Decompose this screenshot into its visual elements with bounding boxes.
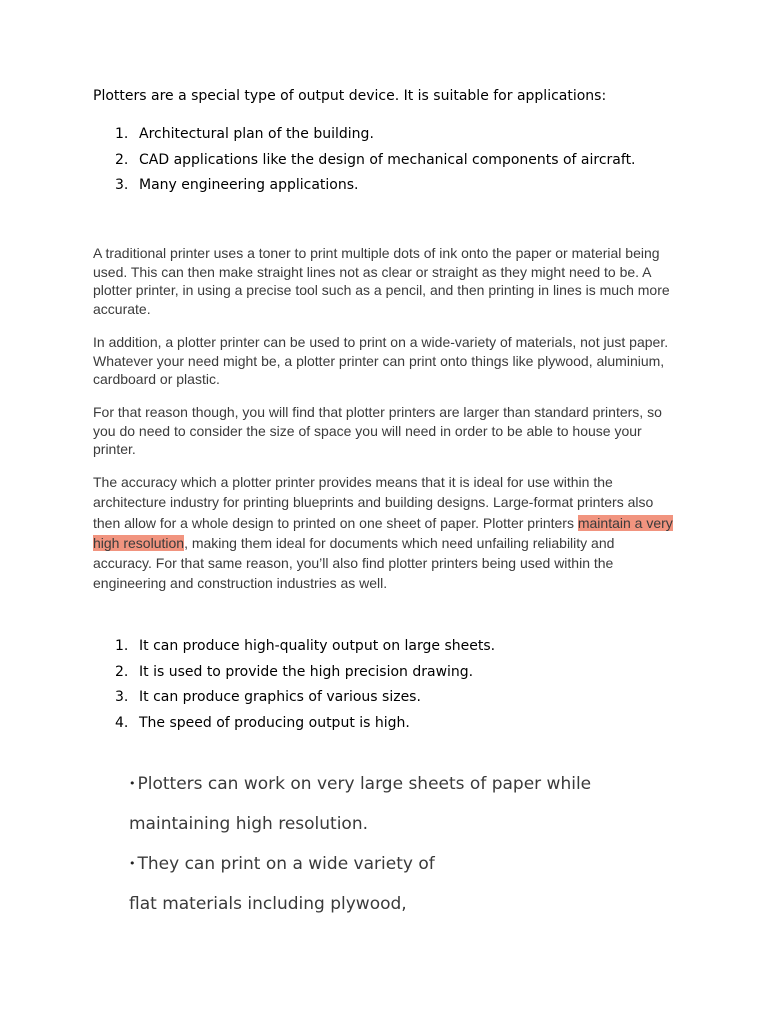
paragraph-text: The accuracy which a plotter printer provides means that it is ideal for use within the architecture industry for printing blueprints and building designs. Large-format printers also then allow for a whole design to printed on one sheet of paper. Plotter printers <box>93 474 654 531</box>
paragraph-traditional-printer: A traditional printer uses a toner to print multiple dots of ink onto the paper or material being used. This can then make straight lines not as clear or straight as they might need to be. A plotter printer, in using a precise tool such as a pencil, and then printing in lines is much more accurate. <box>93 245 670 318</box>
paragraph-materials: In addition, a plotter printer can be used to print on a wide-variety of materials, not just paper. Whatever your need might be, a plotter printer can print onto things like plywood, aluminium, cardboard or plastic. <box>93 334 669 388</box>
bullet-text: Plotters can work on very large sheets of paper while <box>137 774 592 794</box>
list-text: It is used to provide the high precision drawing. <box>139 663 474 680</box>
list-number: 3. <box>115 689 129 706</box>
bullet-line <box>129 773 591 813</box>
list-number: 1. <box>115 126 129 142</box>
list-text: Architectural plan of the building. <box>139 126 374 142</box>
paragraph-accuracy <box>93 472 673 594</box>
bullet-notes <box>129 773 591 933</box>
highlighted-text: maintain a very high resolution <box>93 514 673 551</box>
list-text: It can produce graphics of various sizes. <box>139 689 421 706</box>
intro-sentence: Plotters are a special type of output device. It is suitable for applications: <box>93 88 607 104</box>
bullet-line <box>129 893 591 933</box>
bullet-text: flat materials including plywood, <box>129 894 407 914</box>
paragraph-text: , making them ideal for documents which need unfailing reliability and accuracy. For that same reason, you’ll also find plotter printers being used within the engineering and construction industries as well. <box>93 534 615 592</box>
list-number: 2. <box>115 151 129 168</box>
paragraph-size: For that reason though, you will find that plotter printers are larger than standard printers, so you do need to consider the size of space you will need in order to be able to house your printer. <box>93 404 662 458</box>
list-number: 1. <box>115 638 129 654</box>
bullet-text: maintaining high resolution. <box>129 814 369 834</box>
list-text: CAD applications like the design of mechanical components of aircraft. <box>139 151 636 168</box>
bullet-dot-icon: • <box>129 857 136 870</box>
list-number: 4. <box>115 715 129 732</box>
bullet-dot-icon: • <box>129 777 136 790</box>
list-text: Many engineering applications. <box>139 177 359 194</box>
bullet-line <box>129 853 591 893</box>
list-text: It can produce high-quality output on large sheets. <box>139 638 496 654</box>
list-number: 3. <box>115 177 129 194</box>
bullet-line <box>129 813 591 853</box>
bullet-text: They can print on a wide variety of <box>137 854 435 874</box>
list-text: The speed of producing output is high. <box>139 715 410 732</box>
list-number: 2. <box>115 663 129 680</box>
